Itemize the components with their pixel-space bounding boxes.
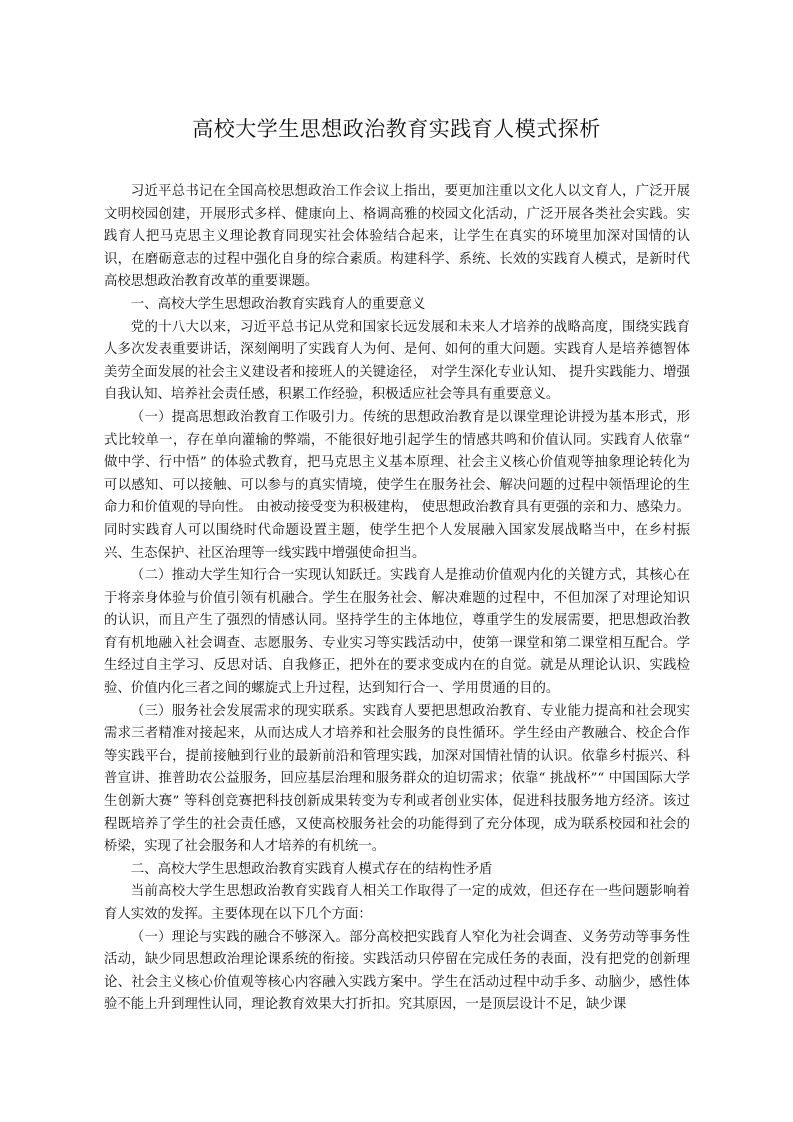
document-title: 高校大学生思想政治教育实践育人模式探析	[192, 117, 601, 141]
document-body	[104, 181, 690, 1017]
paragraph: （一）理论与实践的融合不够深入。部分高校把实践育人窄化为社会调查、义务劳动等事务性活动，缺少同思想政治理论课系统的衔接。实践活动只停留在完成任务的表面，没有把党的创新理论、社会主义核心价值观等核心内容融入实践方案中。学生在活动过程中动手多、动脑少，感性体验不能上升到理性认同，理论教育效果大打折扣。究其原因，一是顶层设计不足，缺少课	[104, 929, 690, 1013]
paragraph: 当前高校大学生思想政治教育实践育人相关工作取得了一定的成效，但还存在一些问题影响着育人实效的发挥。主要体现在以下几个方面：	[104, 884, 690, 922]
paragraph: 党的十八大以来，习近平总书记从党和国家长远发展和未来人才培养的战略高度，围绕实践育人多次发表重要讲话，深刻阐明了实践育人为何、是何、如何的重大问题。实践育人是培养德智体美劳全面发展的社会主义建设者和接班人的关键途径， 对学生深化专业认知、 提升实践能力、增强自我认知、培养社会责任感，积累工作经验，积极适应社会等具有重要意义。	[104, 319, 690, 403]
section-heading-2: 二、高校大学生思想政治教育实践育人模式存在的结构性矛盾	[130, 861, 493, 877]
paragraph-intro: 习近平总书记在全国高校思想政治工作会议上指出，要更加注重以文化人以文育人，广泛开展文明校园创建，开展形式多样、健康向上、格调高雅的校园文化活动，广泛开展各类社会实践。实践育人把马克思主义理论教育同现实社会体验结合起来，让学生在真实的环境里加深对国情的认识，在磨砺意志的过程中强化自身的综合素质。构建科学、系统、长效的实践育人模式，是新时代高校思想政治教育改革的重要课题。	[104, 184, 690, 290]
section-heading-1: 一、高校大学生思想政治教育实践育人的重要意义	[130, 296, 426, 312]
paragraph: （二）推动大学生知行合一实现认知跃迁。实践育人是推动价值观内化的关键方式，其核心在于将亲身体验与价值引领有机融合。学生在服务社会、解决难题的过程中，不但加深了对理论知识的认识，而且产生了强烈的情感认同。坚持学生的主体地位，尊重学生的发展需要，把思想政治教育有机地融入社会调查、志愿服务、专业实习等实践活动中，使第一课堂和第二课堂相互配合。学生经过自主学习、反思对话、自我修正，把外在的要求变成内在的自觉。就是从理论认识、实践检验、价值内化三者之间的螺旋式上升过程，达到知行合一、学用贯通的目的。	[104, 568, 690, 697]
paragraph: （一）提高思想政治教育工作吸引力。传统的思想政治教育是以课堂理论讲授为基本形式，形式比较单一，存在单向灌输的弊端，不能很好地引起学生的情感共鸣和价值认同。实践育人依靠“ 做中学、行中悟” 的体验式教育，把马克思主义基本原理、社会主义核心价值观等抽象理论转化为可以感知、可以接触、可以参与的真实情境，使学生在服务社会、解决问题的过程中领悟理论的生命力和价值观的导向性。 由被动接受变为积极建构， 使思想政治教育具有更强的亲和力、感染力。同时实践育人可以围绕时代命题设置主题，使学生把个人发展融入国家发展战略当中，在乡村振兴、生态保护、社区治理等一线实践中增强使命担当。	[104, 409, 690, 561]
paragraph: （三）服务社会发展需求的现实联系。实践育人要把思想政治教育、专业能力提高和社会现实需求三者精准对接起来，从而达成人才培养和社会服务的良性循环。学生经由产教融合、校企合作等实践平台，提前接触到行业的最新前沿和管理实践，加深对国情社情的认识。依靠乡村振兴、科普宣讲、推普助农公益服务，回应基层治理和服务群众的迫切需求；依靠“ 挑战杯”“ 中国国际大学生创新大赛” 等科创竞赛把科技创新成果转变为专利或者创业实体，促进科技服务地方经济。该过程既培养了学生的社会责任感，又使高校服务社会的功能得到了充分体现，成为联系校园和社会的桥梁，实现了社会服务和人才培养的有机统一。	[104, 703, 690, 855]
